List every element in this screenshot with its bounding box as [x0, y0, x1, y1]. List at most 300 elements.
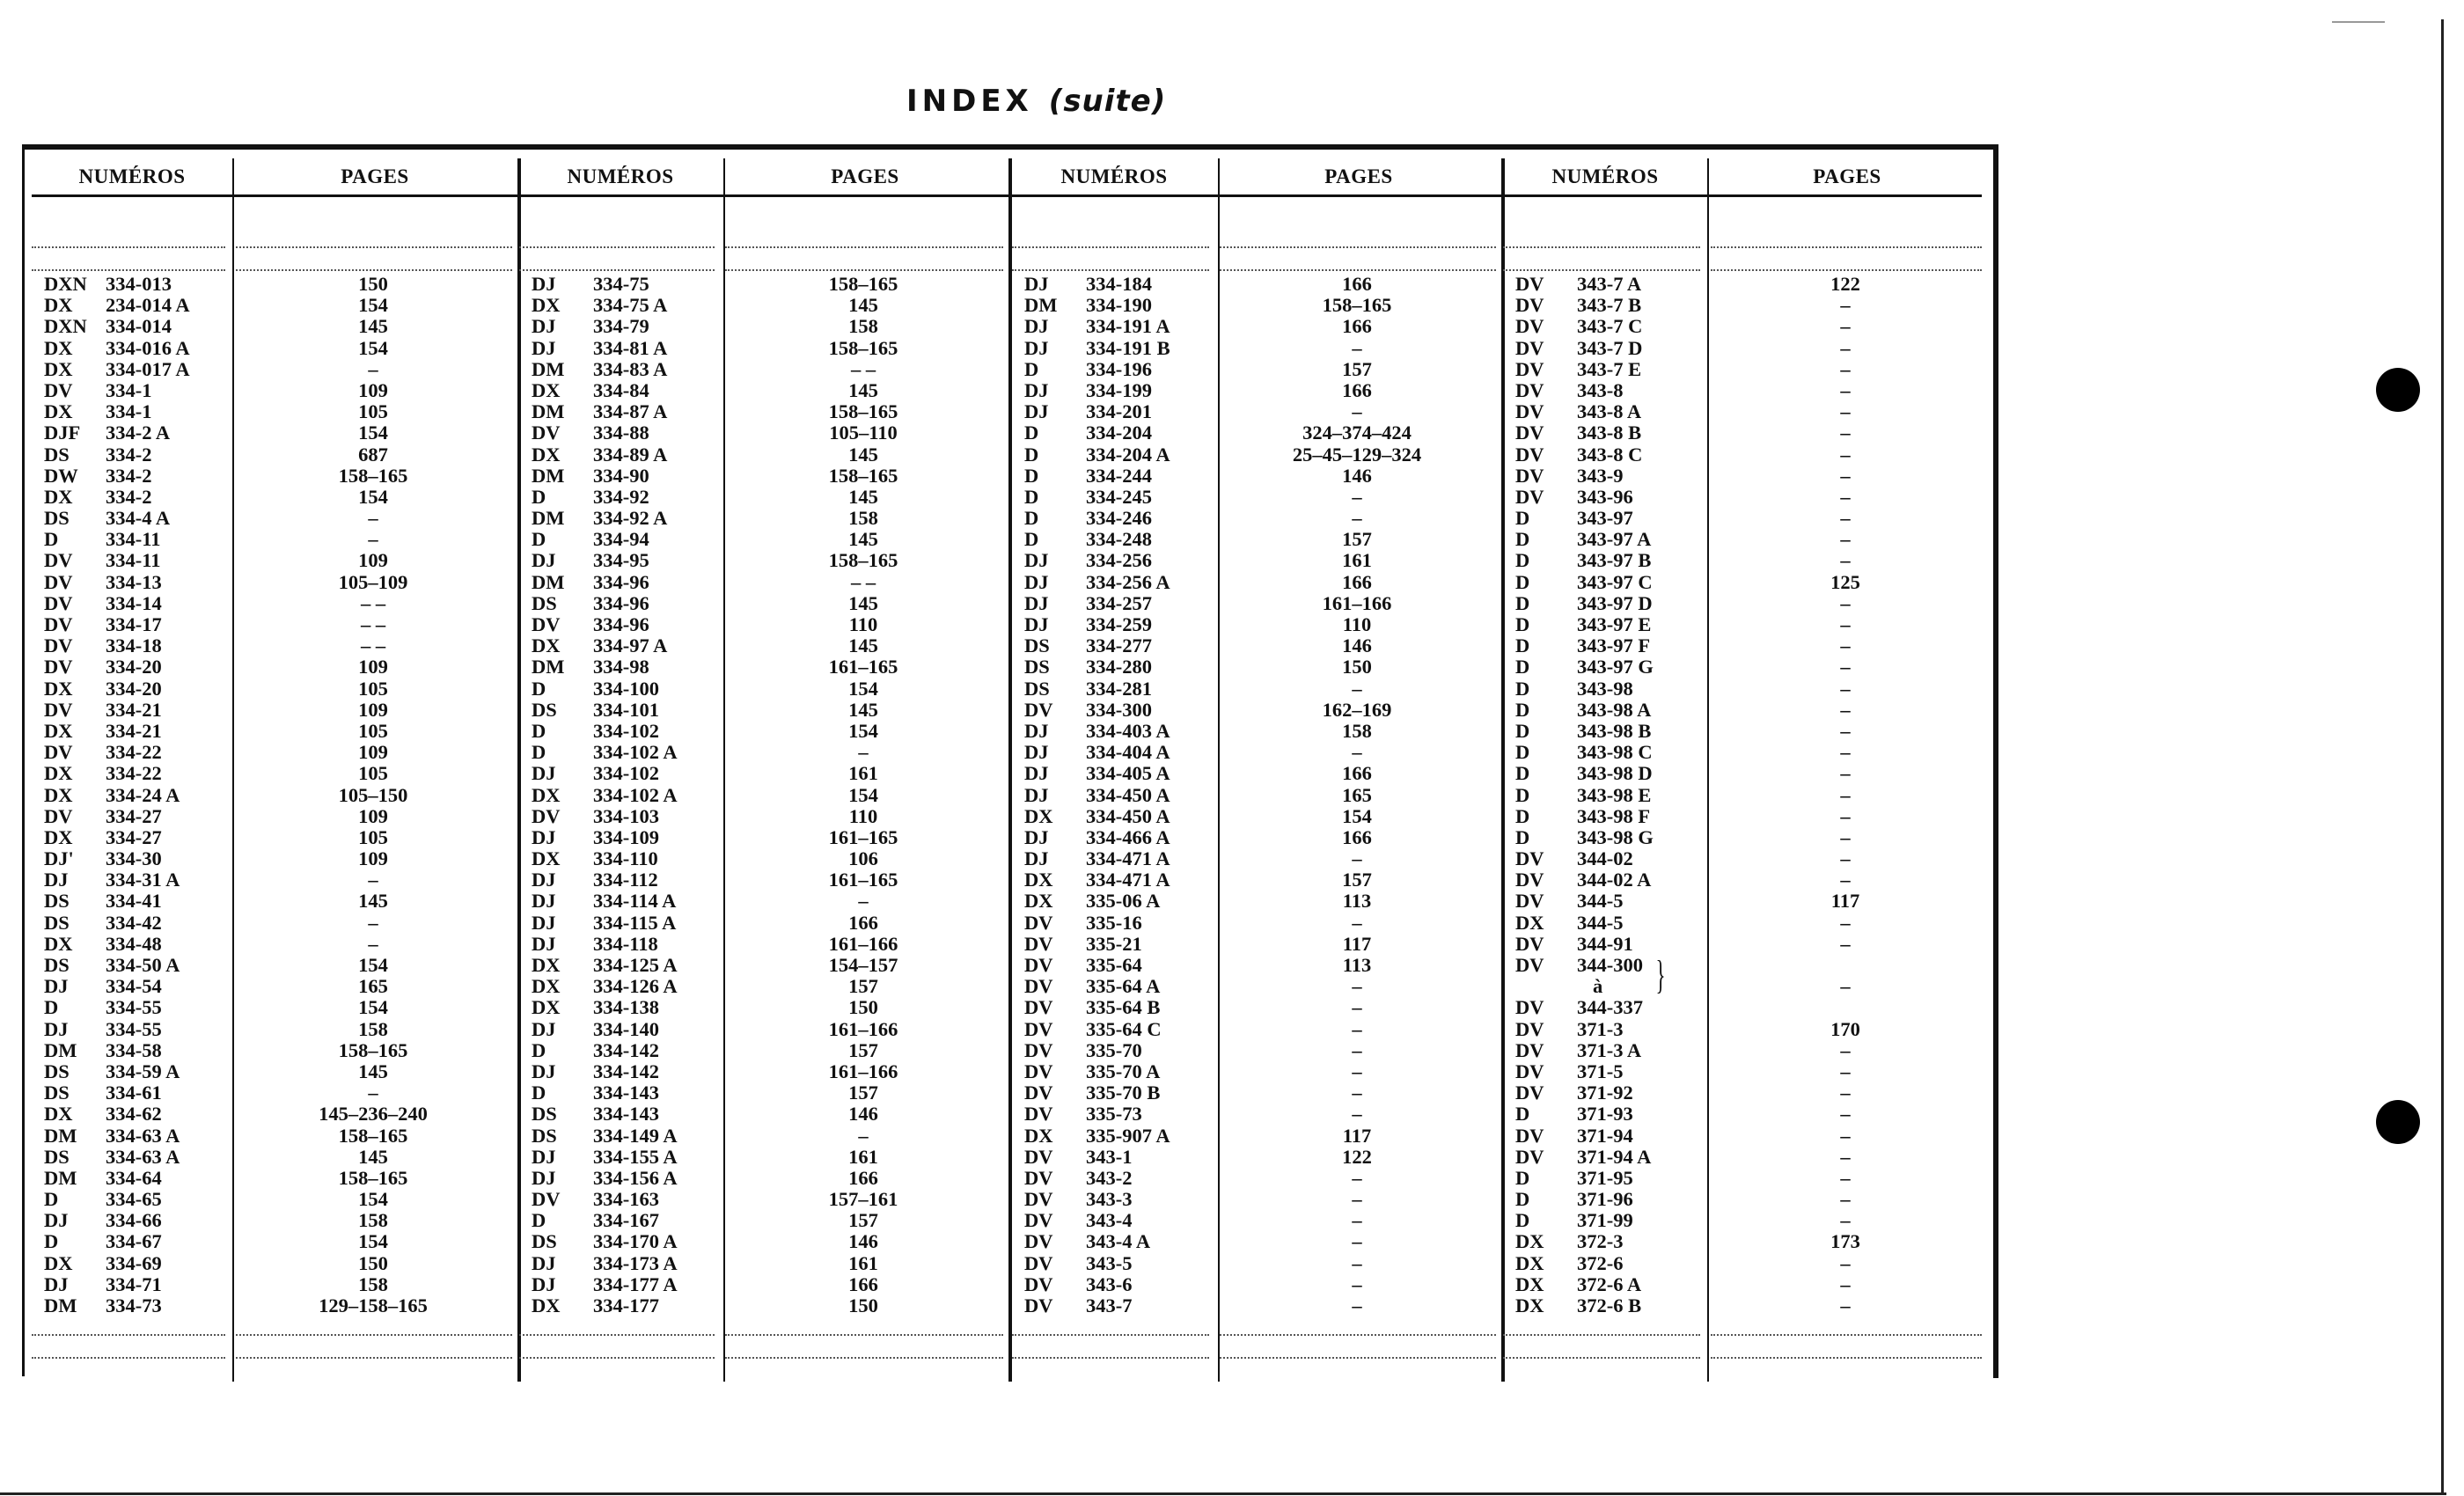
part-number: 334-149 A [593, 1124, 678, 1147]
part-number: 334-109 [593, 825, 659, 848]
page-ref: 105 [358, 762, 388, 785]
series-prefix: DJ' [44, 847, 74, 870]
page-ref: 157 [848, 1209, 878, 1232]
index-column-group [1515, 274, 1987, 1316]
series-prefix: DJ [532, 1272, 556, 1295]
page-ref: – [1840, 1124, 1851, 1147]
table-row [44, 422, 517, 444]
page-ref: – [368, 1082, 378, 1104]
table-row [532, 295, 1008, 316]
dotted-rule [1012, 269, 1209, 271]
table-row [44, 955, 517, 976]
page-ref: 161–166 [828, 1060, 898, 1082]
table-row [532, 656, 1008, 678]
part-number: 343-4 A [1086, 1230, 1151, 1253]
part-number: 334-112 [593, 869, 658, 891]
series-prefix: DS [44, 954, 70, 976]
table-row [532, 508, 1008, 529]
table-row [1024, 635, 1501, 656]
table-row [1024, 338, 1501, 359]
part-number: 335-73 [1086, 1103, 1142, 1126]
part-number: 334-248 [1086, 528, 1152, 551]
series-prefix: D [1024, 357, 1039, 380]
page-ref: – [858, 1124, 869, 1147]
series-prefix: DX [44, 677, 73, 700]
page-ref: – [1840, 634, 1851, 657]
part-number: 334-92 A [593, 507, 668, 530]
series-prefix: DV [44, 634, 73, 657]
table-row [1024, 1104, 1501, 1125]
part-number: 343-98 [1577, 677, 1633, 700]
page-ref: 150 [1342, 656, 1372, 678]
page-ref: – – [850, 357, 876, 380]
part-number: 344-337 [1577, 996, 1643, 1019]
table-row [532, 338, 1008, 359]
part-number: 334-246 [1086, 507, 1152, 530]
series-prefix: D [532, 485, 546, 508]
table-row [1024, 913, 1501, 934]
series-prefix: D [532, 719, 546, 742]
table-row [1024, 422, 1501, 444]
table-row [532, 422, 1008, 444]
page-ref: – [1352, 1060, 1362, 1082]
dotted-rule [1503, 246, 1700, 248]
series-prefix: D [44, 528, 59, 551]
page-ref: 146 [848, 1103, 878, 1126]
part-number: 334-190 [1086, 294, 1152, 317]
part-number: 334-58 [106, 1038, 162, 1061]
series-prefix: DV [532, 613, 561, 635]
series-prefix: DX [44, 719, 73, 742]
part-number: 334-471 A [1086, 869, 1170, 891]
page-ref: 109 [358, 549, 388, 572]
series-prefix: DJ [44, 975, 69, 998]
page-ref: – [1352, 1230, 1362, 1253]
table-row [1515, 572, 1987, 593]
part-number: 334-94 [593, 528, 649, 551]
table-row [1024, 444, 1501, 466]
header-pages: PAGES [1813, 165, 1881, 187]
page-ref: 145 [358, 1145, 388, 1168]
dotted-rule [1711, 1357, 1982, 1359]
page-ref: 166 [1342, 825, 1372, 848]
part-number: 334-59 A [106, 1060, 180, 1082]
table-row [1515, 1082, 1987, 1104]
dotted-rule [32, 269, 225, 271]
part-number: 343-5 [1086, 1251, 1133, 1274]
page-ref: – [1840, 315, 1851, 338]
page-ref: 113 [1342, 954, 1372, 976]
part-number: 334-110 [593, 847, 658, 870]
part-number: 334-20 [106, 677, 162, 700]
series-prefix: DX [532, 294, 561, 317]
part-number: 334-63 A [106, 1124, 180, 1147]
series-prefix: D [1515, 634, 1530, 657]
page-ref: – [368, 869, 378, 891]
index-column-group [1024, 274, 1501, 1316]
page-ref: 161 [848, 1145, 878, 1168]
table-row [44, 806, 517, 827]
dotted-rule [32, 246, 225, 248]
page-ref: 109 [358, 741, 388, 764]
part-number: 343-96 [1577, 485, 1633, 508]
part-number: 334-259 [1086, 613, 1152, 635]
series-prefix: DX [1024, 804, 1053, 827]
series-prefix: DV [1024, 1166, 1053, 1189]
page-ref: – [1840, 336, 1851, 359]
page-ref: – [1352, 996, 1362, 1019]
table-row [44, 976, 517, 997]
dotted-rule [725, 269, 1003, 271]
page-ref: 117 [1830, 890, 1860, 913]
series-prefix: DX [532, 847, 561, 870]
page-ref: – [1840, 783, 1851, 806]
series-prefix: D [1024, 528, 1039, 551]
page-ref: 161 [848, 762, 878, 785]
page-ref: 166 [1342, 315, 1372, 338]
series-prefix: D [1024, 422, 1039, 444]
part-number: 343-98 B [1577, 719, 1652, 742]
part-number: 371-95 [1577, 1166, 1633, 1189]
page-ref: – [1352, 1188, 1362, 1211]
series-prefix: DV [1024, 954, 1053, 976]
page-ref: 117 [1342, 932, 1372, 955]
series-prefix: DS [532, 1103, 557, 1126]
page-ref: 154 [358, 485, 388, 508]
part-number: 334-96 [593, 570, 649, 593]
table-row [1024, 1295, 1501, 1316]
part-number: 343-7 A [1577, 273, 1642, 295]
part-number: 334-013 [106, 273, 172, 295]
part-number: 343-97 E [1577, 613, 1652, 635]
part-number: 334-256 A [1086, 570, 1170, 593]
page-ref: 145 [848, 528, 878, 551]
part-number: 343-8 A [1577, 400, 1642, 423]
page-ref: – [368, 932, 378, 955]
dotted-rule [1012, 246, 1209, 248]
page-ref: – – [360, 634, 386, 657]
page-ref: – – [360, 591, 386, 614]
range-brace: } [1655, 952, 1666, 997]
dotted-rule [32, 1357, 225, 1359]
table-row [1515, 295, 1987, 316]
series-prefix: DX [532, 975, 561, 998]
table-row [532, 593, 1008, 614]
series-prefix: DM [44, 1038, 77, 1061]
part-number: 334-66 [106, 1209, 162, 1232]
table-row [1515, 1104, 1987, 1125]
page-ref: 154 [848, 783, 878, 806]
part-number: 343-98 E [1577, 783, 1652, 806]
series-prefix: D [532, 1209, 546, 1232]
page-ref: 145–236–240 [319, 1103, 428, 1126]
part-number: 334-191 A [1086, 315, 1170, 338]
page-ref: – [368, 528, 378, 551]
part-number: 334-244 [1086, 464, 1152, 487]
dotted-rule [236, 1334, 512, 1336]
table-row [1515, 721, 1987, 742]
page-ref: 157 [1342, 357, 1372, 380]
part-number: 334-42 [106, 911, 162, 934]
series-prefix: D [532, 1038, 546, 1061]
table-row [532, 763, 1008, 784]
part-number: 335-907 A [1086, 1124, 1170, 1147]
part-number: 343-98 C [1577, 741, 1653, 764]
series-prefix: D [1515, 1103, 1530, 1126]
page-ref: 166 [1342, 378, 1372, 401]
table-row [1515, 913, 1987, 934]
series-prefix: DJ [532, 890, 556, 913]
series-prefix: DJ [532, 549, 556, 572]
part-number: 334-466 A [1086, 825, 1170, 848]
part-number: 334-22 [106, 762, 162, 785]
table-row [1024, 891, 1501, 912]
page-ref: 25–45–129–324 [1292, 443, 1422, 466]
page-ref: – [858, 741, 869, 764]
series-prefix: D [1515, 741, 1530, 764]
table-row [44, 934, 517, 955]
table-row [1024, 1082, 1501, 1104]
page-ref: 161–165 [828, 869, 898, 891]
page-ref: 105–109 [338, 570, 408, 593]
series-prefix: DJ [44, 869, 69, 891]
table-row [44, 295, 517, 316]
table-row [1515, 955, 1987, 976]
series-prefix: DJF [44, 422, 81, 444]
series-prefix: DX [44, 400, 73, 423]
series-prefix: DV [1515, 464, 1544, 487]
dotted-rule [1503, 1334, 1700, 1336]
page-ref: 158–165 [338, 1124, 408, 1147]
part-number: 334-21 [106, 698, 162, 721]
part-number: 334-2 [106, 464, 152, 487]
page-ref: 150 [848, 996, 878, 1019]
page-ref: 105 [358, 400, 388, 423]
part-number: 334-20 [106, 656, 162, 678]
series-prefix: D [1515, 719, 1530, 742]
part-number: 334-199 [1086, 378, 1152, 401]
part-number: 334-118 [593, 932, 658, 955]
part-number: 343-7 E [1577, 357, 1642, 380]
series-prefix: DV [1515, 443, 1544, 466]
series-prefix: D [1515, 1188, 1530, 1211]
part-number: 334-90 [593, 464, 649, 487]
part-number: 334-96 [593, 613, 649, 635]
series-prefix: D [1515, 1166, 1530, 1189]
table-row [44, 1082, 517, 1104]
part-number: 371-5 [1577, 1060, 1624, 1082]
series-prefix: DXN [44, 273, 87, 295]
part-number: 334-50 A [106, 954, 180, 976]
series-prefix: DV [1024, 1209, 1053, 1232]
series-prefix: DX [44, 1103, 73, 1126]
series-prefix: DX [1515, 1294, 1544, 1316]
series-prefix: DS [1024, 634, 1050, 657]
dotted-rule [725, 246, 1003, 248]
series-prefix: D [1024, 507, 1039, 530]
part-number: 343-97 B [1577, 549, 1652, 572]
table-row [1515, 359, 1987, 380]
table-row [44, 380, 517, 401]
series-prefix: DV [1515, 932, 1544, 955]
dotted-rule [1012, 1334, 1209, 1336]
series-prefix: DX [44, 1251, 73, 1274]
part-number: 371-3 [1577, 1017, 1624, 1040]
page-ref: 154 [358, 336, 388, 359]
series-prefix: DJ [1024, 591, 1049, 614]
series-prefix: DV [532, 804, 561, 827]
dotted-rule [236, 269, 512, 271]
page-ref: – [1840, 464, 1851, 487]
dotted-rule [236, 246, 512, 248]
part-number: 334-22 [106, 741, 162, 764]
series-prefix: D [1515, 591, 1530, 614]
dotted-rule [1220, 1357, 1496, 1359]
table-row [1515, 700, 1987, 721]
series-prefix: DJ [1024, 315, 1049, 338]
part-number: 372-6 A [1577, 1272, 1642, 1295]
page-ref: – [1840, 1251, 1851, 1274]
series-prefix: DX [532, 1294, 561, 1316]
part-number: 334-55 [106, 996, 162, 1019]
series-prefix: DV [1024, 996, 1053, 1019]
series-prefix: DV [44, 570, 73, 593]
part-number: 334-281 [1086, 677, 1152, 700]
page-ref: 145 [848, 443, 878, 466]
table-row [44, 529, 517, 550]
page-ref: – [1840, 719, 1851, 742]
part-number: 334-102 [593, 762, 659, 785]
page-ref: 125 [1830, 570, 1860, 593]
page-ref: – [1352, 1251, 1362, 1274]
table-row [1515, 934, 1987, 955]
page-ref: 110 [848, 804, 878, 827]
series-prefix: DM [1024, 294, 1058, 317]
table-row [44, 1147, 517, 1168]
part-number: 371-94 [1577, 1124, 1633, 1147]
series-prefix: DJ [1024, 336, 1049, 359]
series-prefix: DX [532, 954, 561, 976]
part-number: 334-13 [106, 570, 162, 593]
part-number: 343-7 D [1577, 336, 1643, 359]
series-prefix: D [1515, 677, 1530, 700]
part-number: 334-156 A [593, 1166, 678, 1189]
page-ref: 154 [358, 1230, 388, 1253]
table-row [1024, 401, 1501, 422]
part-number: 334-016 A [106, 336, 190, 359]
series-prefix: DJ [1024, 613, 1049, 635]
table-row [532, 1189, 1008, 1210]
part-number: 334-62 [106, 1103, 162, 1126]
table-row [532, 848, 1008, 869]
part-number: 334-21 [106, 719, 162, 742]
series-prefix: DV [1024, 1060, 1053, 1082]
page-ref: 109 [358, 378, 388, 401]
dotted-rule [1220, 246, 1496, 248]
binder-hole-top [2376, 368, 2420, 412]
series-prefix: DM [532, 464, 565, 487]
table-row [1515, 1295, 1987, 1316]
table-row [1515, 614, 1987, 635]
page-ref: 145 [848, 294, 878, 317]
part-number: 334-2 [106, 485, 152, 508]
page-ref: – [1352, 1017, 1362, 1040]
part-number: 334-98 [593, 656, 649, 678]
part-number: 344-02 [1577, 847, 1633, 870]
part-number: 334-41 [106, 890, 162, 913]
part-number: 334-155 A [593, 1145, 678, 1168]
part-number: 371-96 [1577, 1188, 1633, 1211]
table-row [532, 700, 1008, 721]
series-prefix: DX [1024, 890, 1053, 913]
part-number: 334-102 A [593, 741, 678, 764]
series-prefix: DX [44, 485, 73, 508]
table-row [1515, 656, 1987, 678]
page-ref: 105 [358, 825, 388, 848]
part-number: 334-170 A [593, 1230, 678, 1253]
table-row [1515, 274, 1987, 295]
page-ref: – [1840, 1103, 1851, 1126]
part-number: 234-014 A [106, 294, 190, 317]
part-number: 334-256 [1086, 549, 1152, 572]
page-ref: 154–157 [828, 954, 898, 976]
table-row [44, 359, 517, 380]
page-ref: 145 [848, 698, 878, 721]
table-row [1024, 997, 1501, 1018]
part-number: 343-6 [1086, 1272, 1133, 1295]
page-ref: 166 [1342, 762, 1372, 785]
page-ref: 158 [358, 1017, 388, 1040]
table-row [1515, 380, 1987, 401]
series-prefix: D [1515, 783, 1530, 806]
series-prefix: D [532, 677, 546, 700]
part-number: 334-96 [593, 591, 649, 614]
series-prefix: DS [44, 443, 70, 466]
page-ref: – [1840, 378, 1851, 401]
table-row [1515, 1019, 1987, 1040]
series-prefix: DJ [1024, 783, 1049, 806]
part-number: 334-196 [1086, 357, 1152, 380]
part-number: 334-177 [593, 1294, 659, 1316]
part-number: 334-18 [106, 634, 162, 657]
table-row [44, 401, 517, 422]
page-ref: 154 [848, 719, 878, 742]
part-number: 334-73 [106, 1294, 162, 1316]
series-prefix: DV [44, 549, 73, 572]
table-border-left [22, 144, 25, 1376]
part-number: 371-94 A [1577, 1145, 1652, 1168]
part-number: 334-471 A [1086, 847, 1170, 870]
table-row [1024, 806, 1501, 827]
page-ref: 166 [848, 911, 878, 934]
part-number: 343-97 D [1577, 591, 1653, 614]
table-row [532, 1147, 1008, 1168]
part-number: 334-24 A [106, 783, 180, 806]
part-number: 334-27 [106, 825, 162, 848]
series-prefix: DS [532, 1124, 557, 1147]
page-ref: – [368, 357, 378, 380]
series-prefix: DV [44, 741, 73, 764]
table-row [44, 635, 517, 656]
series-prefix: DJ [532, 1166, 556, 1189]
page-ref: 158–165 [1322, 294, 1392, 317]
part-number: 334-450 A [1086, 783, 1170, 806]
page-ref: – [1840, 825, 1851, 848]
part-number: 335-70 A [1086, 1060, 1161, 1082]
part-number: 343-7 C [1577, 315, 1643, 338]
binder-hole-bottom [2376, 1100, 2420, 1144]
page-ref: 154 [358, 294, 388, 317]
